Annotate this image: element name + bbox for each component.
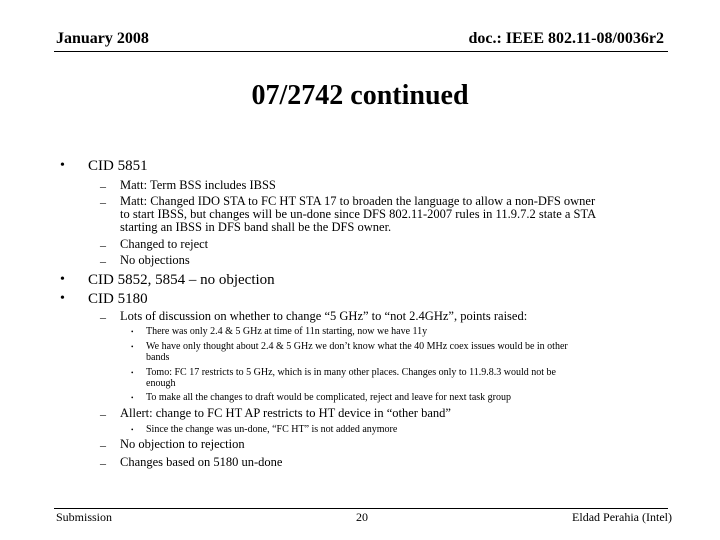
sub-item-changed-ido: Matt: Changed IDO STA to FC HT STA 17 to broaden the language to allow a non-DFS owner bbox=[120, 194, 596, 208]
footer-rule bbox=[54, 508, 668, 509]
dash-marker: – bbox=[100, 238, 106, 252]
sub-item-no-objections: No objections bbox=[120, 253, 190, 267]
sub-item-changed-ido-cont: to start IBSS, but changes will be un-done since DFS 802.11-2007 rules in 11.9.7.2 state a STA bbox=[120, 207, 597, 221]
dot-marker: • bbox=[131, 328, 134, 336]
dot-marker: • bbox=[131, 343, 134, 351]
sub-item-no-objection-rejection: No objection to rejection bbox=[120, 437, 245, 451]
point-tomo-fc17: Tomo: FC 17 restricts to 5 GHz, which is in many other places. Changes only to 11.9.8.3 would not be bbox=[146, 367, 556, 378]
sub-item-term-bss: Matt: Term BSS includes IBSS bbox=[120, 178, 276, 192]
dot-marker: • bbox=[131, 426, 134, 434]
dash-marker: – bbox=[100, 456, 106, 470]
slide-title: 07/2742 continued bbox=[251, 80, 469, 111]
bullet-marker: • bbox=[60, 158, 65, 173]
bullet-cid-5851: CID 5851 bbox=[88, 158, 148, 174]
footer-submission: Submission bbox=[56, 510, 113, 524]
sub-item-changed-ido-cont: starting an IBSS in DFS band shall be the DFS owner. bbox=[120, 220, 392, 234]
point-40mhz-coex-cont: bands bbox=[146, 352, 170, 363]
dot-marker: • bbox=[131, 394, 134, 402]
point-fc-ht-not-added: Since the change was un-done, “FC HT” is not added anymore bbox=[146, 424, 398, 435]
dash-marker: – bbox=[100, 407, 106, 421]
sub-item-allert: Allert: change to FC HT AP restricts to HT device in “other band” bbox=[120, 406, 451, 420]
sub-item-changes-undone: Changes based on 5180 un-done bbox=[120, 455, 283, 469]
footer-page-number: 20 bbox=[356, 510, 368, 524]
header-date: January 2008 bbox=[56, 30, 149, 47]
point-only-2-4-5: There was only 2.4 & 5 GHz at time of 11n starting, now we have 11y bbox=[146, 326, 428, 337]
dash-marker: – bbox=[100, 310, 106, 324]
dash-marker: – bbox=[100, 179, 106, 193]
dash-marker: – bbox=[100, 254, 106, 268]
point-tomo-fc17-cont: enough bbox=[146, 378, 176, 389]
dash-marker: – bbox=[100, 438, 106, 452]
footer-author: Eldad Perahia (Intel) bbox=[572, 510, 672, 524]
point-40mhz-coex: We have only thought about 2.4 & 5 GHz we don’t know what the 40 MHz coex issues would be in other bbox=[146, 341, 568, 352]
dash-marker: – bbox=[100, 195, 106, 209]
sub-item-changed-reject: Changed to reject bbox=[120, 237, 209, 251]
bullet-marker: • bbox=[60, 291, 65, 306]
bullet-cid-5852: CID 5852, 5854 – no objection bbox=[88, 272, 275, 288]
header-doc-id: doc.: IEEE 802.11-08/0036r2 bbox=[468, 30, 664, 47]
point-make-all-changes: To make all the changes to draft would be complicated, reject and leave for next task group bbox=[146, 392, 511, 403]
bullet-cid-5180: CID 5180 bbox=[88, 291, 148, 307]
header-rule bbox=[54, 51, 668, 52]
sub-item-lots-of-discussion: Lots of discussion on whether to change “5 GHz” to “not 2.4GHz”, points raised: bbox=[120, 309, 528, 323]
bullet-marker: • bbox=[60, 272, 65, 287]
dot-marker: • bbox=[131, 369, 134, 377]
